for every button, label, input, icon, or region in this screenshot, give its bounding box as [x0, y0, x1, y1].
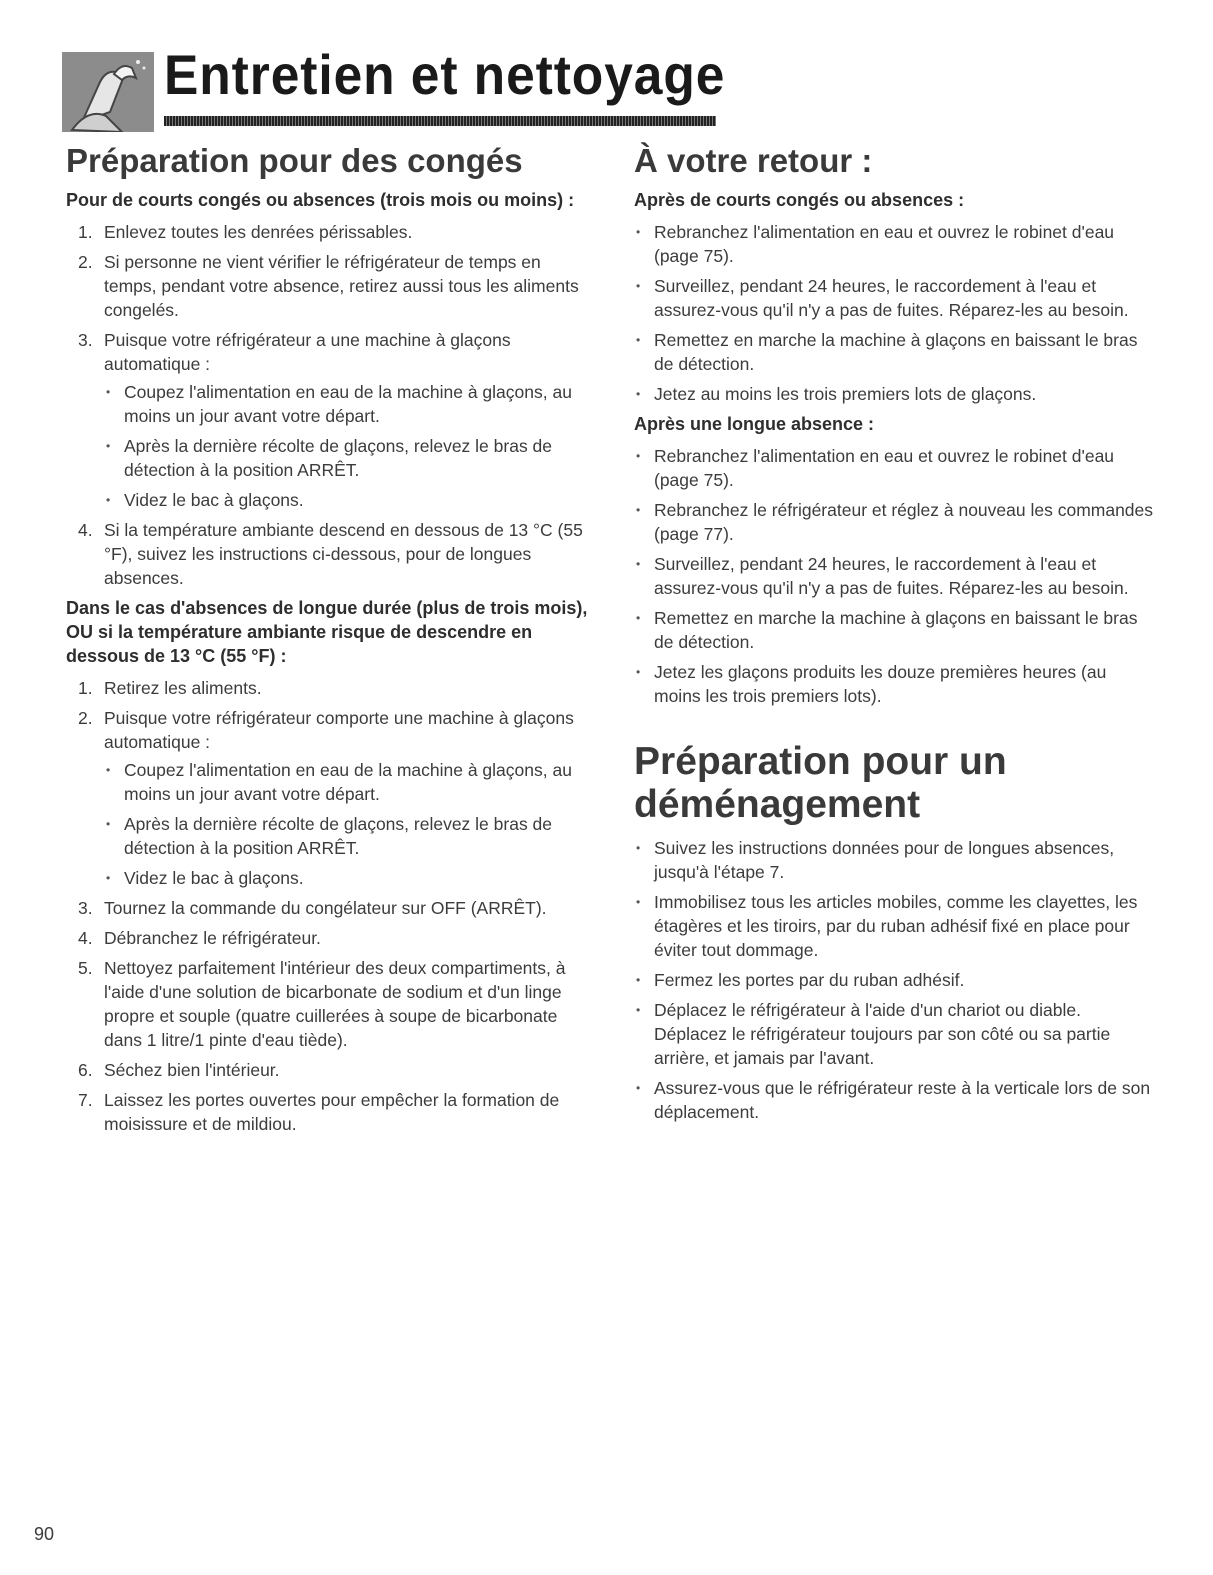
short-absence-steps	[66, 220, 591, 590]
list-item: 2. Puisque votre réfrigérateur comporte une machine à glaçons automatique : • Coupez l'alimentation en eau de la machine à glaçons, au moins un jour avant votre départ. • Après la dernière récolte de glaçons, relevez le bras de détection à la position ARRÊT. • Videz le bac à glaçons.	[66, 706, 591, 890]
after-long-list	[634, 444, 1154, 708]
list-item: • Rebranchez le réfrigérateur et réglez à nouveau les commandes (page 77).	[634, 498, 1154, 546]
list-item: 1. Retirez les aliments.	[78, 678, 262, 698]
list-item: 2. Si personne ne vient vérifier le réfrigérateur de temps en temps, pendant votre absence, retirez aussi tous les aliments congelés.	[78, 252, 579, 320]
list-item: • Déplacez le réfrigérateur à l'aide d'un chariot ou diable. Déplacez le réfrigérateur toujours par son côté ou sa partie arrière, et jamais par l'avant.	[634, 998, 1154, 1070]
sub-list-item: • Videz le bac à glaçons.	[104, 488, 591, 512]
section-header	[62, 42, 726, 132]
long-absence-steps	[66, 676, 591, 1136]
list-item: • Immobilisez tous les articles mobiles, comme les clayettes, les étagères et les tiroirs, par du ruban adhésif fixé en place pour éviter tout dommage.	[634, 890, 1154, 962]
page-header-title: Entretien et nettoyage	[164, 43, 726, 106]
list-item: • Assurez-vous que le réfrigérateur reste à la verticale lors de son déplacement.	[634, 1076, 1154, 1124]
right-column	[634, 142, 1154, 1130]
sub-list	[104, 758, 591, 890]
subheading-short-absence: Pour de courts congés ou absences (trois mois ou moins) :	[66, 190, 575, 210]
list-item: 4. Si la température ambiante descend en dessous de 13 °C (55 °F), suivez les instructions ci-dessous, pour de longues absences.	[78, 520, 583, 588]
list-item: • Jetez les glaçons produits les douze premières heures (au moins les trois premiers lots).	[634, 660, 1154, 708]
cleaning-hand-icon	[62, 52, 154, 132]
list-item: • Remettez en marche la machine à glaçons en baissant le bras de détection.	[634, 606, 1154, 654]
subheading-after-long: Après une longue absence :	[634, 414, 875, 434]
list-item: 1. Enlevez toutes les denrées périssables.	[78, 222, 413, 242]
list-item: • Surveillez, pendant 24 heures, le raccordement à l'eau et assurez-vous qu'il n'y a pas de fuites. Réparez-les au besoin.	[634, 274, 1154, 322]
sub-list-item: • Après la dernière récolte de glaçons, relevez le bras de détection à la position ARRÊT.	[104, 434, 591, 482]
page-number: 90	[34, 1524, 55, 1544]
list-item: • Surveillez, pendant 24 heures, le raccordement à l'eau et assurez-vous qu'il n'y a pas de fuites. Réparez-les au besoin.	[634, 552, 1154, 600]
moving-list	[634, 836, 1154, 1124]
list-item: • Suivez les instructions données pour de longues absences, jusqu'à l'étape 7.	[634, 836, 1154, 884]
list-item: • Fermez les portes par du ruban adhésif.	[634, 968, 1154, 992]
left-column	[66, 142, 591, 1142]
sub-list	[104, 380, 591, 512]
list-item: 7. Laissez les portes ouvertes pour empêcher la formation de moisissure et de mildiou.	[78, 1090, 560, 1134]
section-title-moving: Préparation pour un déménagement	[634, 740, 1007, 826]
sub-list-item: • Coupez l'alimentation en eau de la machine à glaçons, au moins un jour avant votre départ.	[104, 758, 591, 806]
section-title-return: À votre retour :	[634, 142, 873, 179]
list-item: 5. Nettoyez parfaitement l'intérieur des deux compartiments, à l'aide d'une solution de bicarbonate de sodium et d'un linge propre et souple (quatre cuillerées à soupe de bicarbonate dans 1 litre/1 pinte d'eau tiède).	[78, 958, 566, 1050]
sub-list-item: • Coupez l'alimentation en eau de la machine à glaçons, au moins un jour avant votre départ.	[104, 380, 591, 428]
header-rule	[164, 116, 716, 126]
section-title-vacation: Préparation pour des congés	[66, 142, 523, 179]
list-item: • Rebranchez l'alimentation en eau et ouvrez le robinet d'eau (page 75).	[634, 444, 1154, 492]
list-item: • Jetez au moins les trois premiers lots de glaçons.	[634, 382, 1154, 406]
subheading-after-short: Après de courts congés ou absences :	[634, 190, 965, 210]
list-item: 3. Tournez la commande du congélateur sur OFF (ARRÊT).	[78, 898, 547, 918]
list-item: • Remettez en marche la machine à glaçons en baissant le bras de détection.	[634, 328, 1154, 376]
sub-list-item: • Après la dernière récolte de glaçons, relevez le bras de détection à la position ARRÊT.	[104, 812, 591, 860]
list-item: 4. Débranchez le réfrigérateur.	[78, 928, 321, 948]
list-item: 6. Séchez bien l'intérieur.	[78, 1060, 280, 1080]
subheading-long-absence: Dans le cas d'absences de longue durée (plus de trois mois), OU si la température ambiante risque de descendre en dessous de 13 °C (55 °F) :	[66, 598, 588, 666]
list-item: • Rebranchez l'alimentation en eau et ouvrez le robinet d'eau (page 75).	[634, 220, 1154, 268]
list-item: 3. Puisque votre réfrigérateur a une machine à glaçons automatique : • Coupez l'alimentation en eau de la machine à glaçons, au moins un jour avant votre départ. • Après la dernière récolte de glaçons, relevez le bras de détection à la position ARRÊT. • Videz le bac à glaçons.	[66, 328, 591, 512]
sub-list-item: • Videz le bac à glaçons.	[104, 866, 591, 890]
after-short-list	[634, 220, 1154, 406]
